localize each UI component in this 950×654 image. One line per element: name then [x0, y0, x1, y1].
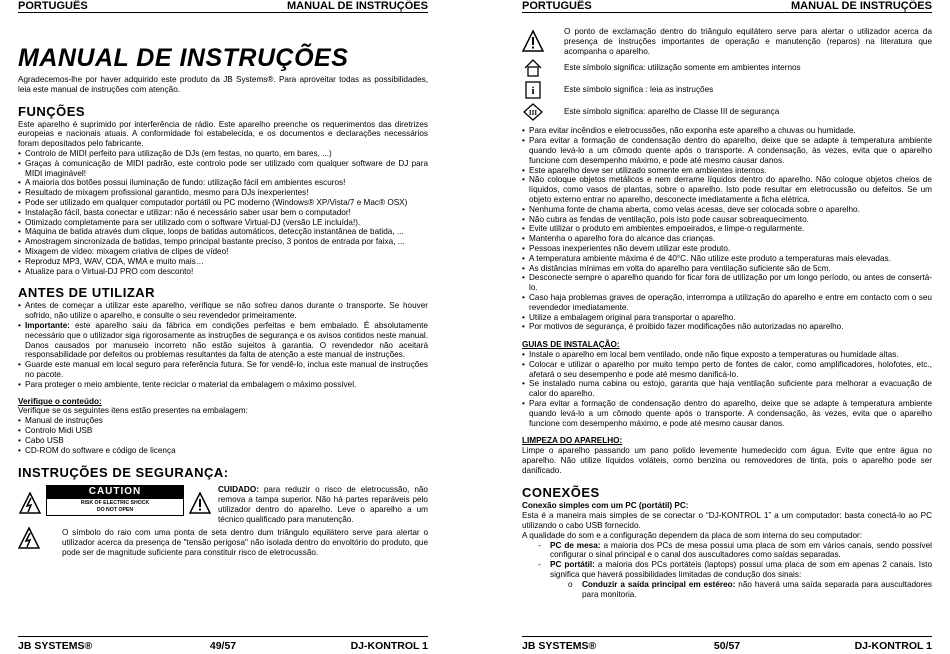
- important-text: este aparelho saiu da fábrica em condições perfeitas e bem embalado. É absolutamente necessário que o utilizador siga rigorosamente as instruções de segurança e os avisos contidos neste manual. Danos causados por manuseio incorreto não estão sujeitos à garantia. O revendedor não aceitará responsabilidade por defeitos ou problemas resultantes da falta de atenção a este manual de instruções.: [25, 320, 428, 360]
- list-item: • Graças à comunicação de MIDI padrão, este controlo pode ser utilizado com qualquer software de DJ para MIDI imaginável!: [18, 159, 428, 179]
- list-item: • Pessoas inexperientes não devem utilizar este produto.: [522, 244, 932, 254]
- intro-text: Agradecemos-lhe por haver adquirido este produto da JB Systems®. Para aproveitar todas as possibilidades, leia este manual de instruções com atenção.: [18, 75, 428, 94]
- header-language: PORTUGUÊS: [18, 0, 88, 12]
- antes-list: [18, 301, 428, 389]
- read-instructions-icon: [522, 80, 544, 100]
- list-item: • Desconecte sempre o aparelho quando for ficar fora de utilização por um longo período, ou antes de consertá-lo.: [522, 273, 932, 293]
- list-item: • Não cubra as fendas de ventilação, pois isto pode causar sobreaquecimento.: [522, 215, 932, 225]
- conexoes-subheading: Conexão simples com um PC (portátil) PC:: [522, 501, 689, 511]
- list-item: • Resultado de mixagem profissional garantido, mesmo para DJs inexperientes!: [18, 188, 428, 198]
- caution-block: [18, 485, 428, 524]
- list-item: • Mantenha o aparelho fora do alcance das crianças.: [522, 234, 932, 244]
- list-item: • A maioria dos botões possui iluminação de fundo: utilização fácil em ambientes escuros!: [18, 178, 428, 188]
- list-item: • Controlo Midi USB: [18, 426, 428, 436]
- guias-heading: GUIAS DE INSTALAÇÃO:: [522, 340, 620, 350]
- header-manual: MANUAL DE INSTRUÇÕES: [287, 0, 428, 12]
- list-item: • Este aparelho deve ser utilizado somente em ambientes internos.: [522, 166, 932, 176]
- lightning-row: [18, 528, 428, 557]
- limpeza-text: Limpe o aparelho passando um pano polido levemente humedecido com água. Evite que entre água no aparelho. Não utilize líquidos voláteis, como benzina ou removedores de tinta, pois o aparelho pode ser danificado.: [522, 446, 932, 475]
- laptop-label: PC portátil:: [550, 560, 595, 570]
- symbol-row: [522, 58, 932, 78]
- list-item: • Pode ser utilizado em qualquer computador portátil ou PC moderno (Windows® XP/Vista/7 e Mac® OSX): [18, 198, 428, 208]
- page-header: [18, 0, 428, 13]
- list-item: • A temperatura ambiente máxima é de 40°C. Não utilize este produto a temperaturas mais elevadas.: [522, 254, 932, 264]
- desk-item: - PC de mesa: a maioria dos PCs de mesa possui uma placa de som em vários canais, sendo possível configurar o sinal principal e o canal dos auscultadores como saídas separadas.: [538, 540, 932, 560]
- list-item: • Controlo de MIDI perfeito para utilização de DJs (em festas, no quarto, em bares, ...): [18, 149, 428, 159]
- caution-sub1: RISK OF ELECTRIC SHOCK: [80, 500, 150, 507]
- verify-list: [18, 416, 428, 455]
- antes-heading: ANTES DE UTILIZAR: [18, 285, 156, 301]
- symbol-text: Este símbolo significa : leia as instruções: [564, 85, 714, 95]
- lightning-triangle-icon: [18, 528, 40, 548]
- list-item: • Mixagem de vídeo: mixagem criativa de clipes de vídeo!: [18, 247, 428, 257]
- list-item: • Instalação fácil, basta conectar e utilizar: não é necessário saber usar bem o computador!: [18, 208, 428, 218]
- stereo-item: o Conduzir a saída principal em estéreo: não haverá uma saída separada para auscultadores para monitoria.: [568, 579, 932, 599]
- exclamation-triangle-icon: [522, 27, 544, 55]
- symbol-text: O ponto de exclamação dentro do triângulo equilátero serve para alertar o utilizador acerca da presença de instruções importantes de operação e manutenção (reparos) na literatura que acompanha o aparelho.: [564, 27, 932, 56]
- caution-subtext: [46, 498, 184, 516]
- svg-text:i: i: [531, 85, 535, 98]
- desk-label: PC de mesa:: [550, 540, 601, 550]
- list-item: • Para evitar incêndios e eletrocussões, não exponha este aparelho a chuvas ou humidade.: [522, 126, 932, 136]
- guias-list: [522, 350, 932, 428]
- stereo-text: não haverá uma saída separada para auscultadores para monitoria.: [582, 579, 932, 599]
- footer-model: DJ-KONTROL 1: [350, 640, 428, 652]
- important-label: Importante:: [25, 320, 71, 330]
- list-item: • Para proteger o meio ambiente, tente reciclar o material da embalagem o máximo possível.: [18, 380, 428, 390]
- list-item: • Não coloque objetos metálicos e nem derrame líquidos dentro do aparelho. Não coloque objetos cheios de líquidos, como vasos de plantas, sobre o aparelho. Isto pode resultar em eletrocussão ou defeitos. Se um objeto externo entrar no aparelho, desconecte imediatamente a ficha elétrica.: [522, 175, 932, 204]
- symbol-text: Este símbolo significa: utilização somente em ambientes internos: [564, 63, 801, 73]
- verify-heading: Verifique o conteúdo:: [18, 396, 102, 406]
- list-item: • Nenhuma fonte de chama aberta, como velas acesas, deve ser colocada sobre o aparelho.: [522, 205, 932, 215]
- limpeza-heading: LIMPEZA DO APARELHO:: [522, 436, 623, 446]
- page-footer: [18, 636, 428, 652]
- list-item: • Manual de instruções: [18, 416, 428, 426]
- exclamation-triangle-icon: [188, 491, 212, 515]
- list-item: • Cabo USB: [18, 436, 428, 446]
- footer-brand: JB SYSTEMS®: [522, 640, 597, 652]
- list-item: • Antes de começar a utilizar este aparelho, verifique se não sofreu danos durante o transporte. Se houver sofrido, não utilize o aparelho, e consulte o seu revendedor primeiramente.: [18, 301, 428, 321]
- footer-brand: JB SYSTEMS®: [18, 640, 93, 652]
- indoor-use-house-icon: [522, 58, 544, 78]
- header-manual: MANUAL DE INSTRUÇÕES: [791, 0, 932, 12]
- footer-page-number: 49/57: [209, 640, 237, 652]
- funcoes-text: Este aparelho é suprimido por interferência de rádio. Este aparelho preenche os requerimentos das diretrizes europeias e nacionais atuais. A conformidade foi estabelecida, e os documentos e declarações necessários foram depositados pelo fabricante.: [18, 119, 428, 149]
- conexoes-text2: A qualidade do som e a configuração dependem da placa de som interna do seu computador:: [522, 530, 863, 540]
- left-page: [18, 0, 428, 654]
- footer-model: DJ-KONTROL 1: [854, 640, 932, 652]
- list-item: • Para evitar a formação de condensação dentro do aparelho, deixe que se adapte à temperatura ambiente quando levá-lo a um cômodo quente após o transporte. A condensação, às vezes, evita que o aparelho funcione com desempenho máximo, e pode até mesmo causar danos.: [522, 399, 932, 428]
- cuidado-text: [218, 485, 428, 524]
- funcoes-list: [18, 149, 428, 276]
- class-three-icon: [522, 102, 544, 122]
- caution-label: [46, 485, 184, 516]
- list-item: • Amostragem sincronizada de batidas, tempo principal bastante preciso, 3 pontos de entrada por faixa, ...: [18, 237, 428, 247]
- verify-text: Verifique se os seguintes itens estão presentes na embalagem:: [18, 406, 248, 416]
- list-item: • Instale o aparelho em local bem ventilado, onde não fique exposto a temperaturas ou humidade altas.: [522, 350, 932, 360]
- safety-list: [522, 126, 932, 332]
- symbol-row: [522, 27, 932, 56]
- list-item: • Atualize para o Virtual-DJ PRO com desconto!: [18, 267, 428, 277]
- conexoes-heading: CONEXÕES: [522, 485, 600, 501]
- stereo-label: Conduzir a saída principal em estéreo:: [582, 579, 736, 589]
- symbol-row: [522, 102, 932, 122]
- list-item: • Colocar e utilizar o aparelho por muito tempo perto de fontes de calor, como amplificadores, holofotes, etc., afetará o seu desempenho e pode até mesmo danificá-lo.: [522, 360, 932, 380]
- funcoes-heading: FUNÇÕES: [18, 103, 86, 119]
- list-item: • Para evitar a formação de condensação dentro do aparelho, deixe que se adapte à temperatura ambiente quando levá-lo a um cômodo quente após o transporte. A condensação, às vezes, evita que o aparelho funcione com desempenho máximo, e pode até mesmo causar danos.: [522, 136, 932, 165]
- symbol-row: [522, 80, 932, 100]
- list-item: [18, 321, 428, 360]
- seguranca-heading: INSTRUÇÕES DE SEGURANÇA:: [18, 465, 229, 481]
- list-item: • CD-ROM do software e código de licença: [18, 446, 428, 456]
- list-item: • Evite utilizar o produto em ambientes empoeirados, e limpe-o regularmente.: [522, 224, 932, 234]
- symbol-text: Este símbolo significa: aparelho de Classe III de segurança: [564, 107, 780, 117]
- page-title: MANUAL DE INSTRUÇÕES: [18, 44, 349, 72]
- laptop-item: - PC portátil: a maioria dos PCs portáteis (laptops) possui uma placa de som em apenas 2 canais. Isto significa que haverá possibilidades limitadas de condução dos sinais:: [538, 560, 932, 580]
- footer-page-number: 50/57: [713, 640, 741, 652]
- cuidado-label: CUIDADO:: [218, 485, 259, 495]
- lightning-text: O símbolo do raio com uma ponta de seta dentro dum triângulo equilátero serve para alertar o utilizador acerca da presença de "tensão perigosa" não isolada dentro do envoltório do produto, que pode ser de magnitude suficiente para constituir risco de eletrocussão.: [62, 528, 428, 558]
- header-language: PORTUGUÊS: [522, 0, 592, 12]
- desk-text: a maioria dos PCs de mesa possui uma placa de som em vários canais, sendo possível configurar o sinal principal e o canal dos auscultadores como saídas separadas.: [550, 540, 932, 560]
- right-page: [522, 0, 932, 654]
- caution-sub2: DO NOT OPEN: [96, 507, 134, 514]
- list-item: • Reproduz MP3, WAV, CDA, WMA e muito mais…: [18, 257, 428, 267]
- list-item: • Se instalado numa cabina ou estojo, garanta que haja ventilação suficiente para melhorar a evacuação de calor do aparelho.: [522, 379, 932, 399]
- conexoes-text1: Esta é a maneira mais simples de se conectar o “DJ-KONTROL 1” a um computador: basta conectá-lo ao PC utilizando o cabo USB fornecido.: [522, 511, 932, 531]
- list-item: • Máquina de batida através dum clique, loops de batidas automáticos, detecção instantânea de batida, ...: [18, 227, 428, 237]
- list-item: • Caso haja problemas graves de operação, interrompa a utilização do aparelho e entre em contacto com o seu revendedor imediatamente.: [522, 293, 932, 313]
- list-item: • Por motivos de segurança, é proibido fazer modificações não autorizadas no aparelho.: [522, 322, 932, 332]
- list-item: • Otimizado completamente para ser utilizado com o software Virtual-DJ (versão LE incluída!).: [18, 218, 428, 228]
- list-item: • Utilize a embalagem original para transportar o aparelho.: [522, 313, 932, 323]
- cuidado-body: para reduzir o risco de eletrocussão, não remova a tampa superior. Não há partes reparáveis pelo utilizador dentro do aparelho. Leve o aparelho a um técnico qualificado para manutenção.: [218, 485, 428, 524]
- lightning-triangle-icon: [18, 491, 42, 515]
- list-item: • As distâncias mínimas em volta do aparelho para ventilação suficiente são de 5cm.: [522, 264, 932, 274]
- laptop-text: a maioria dos PCs portáteis (laptops) possui uma placa de som em apenas 2 canais. Isto significa que haverá possibilidades limitadas de condução dos sinais:: [550, 560, 932, 580]
- page-header: [522, 0, 932, 13]
- page-footer: [522, 636, 932, 652]
- svg-text:III: III: [528, 109, 538, 118]
- list-item: • Guarde este manual em local seguro para referência futura. Se for vendê-lo, inclua este manual de instruções no pacote.: [18, 360, 428, 380]
- caution-title: CAUTION: [46, 485, 184, 498]
